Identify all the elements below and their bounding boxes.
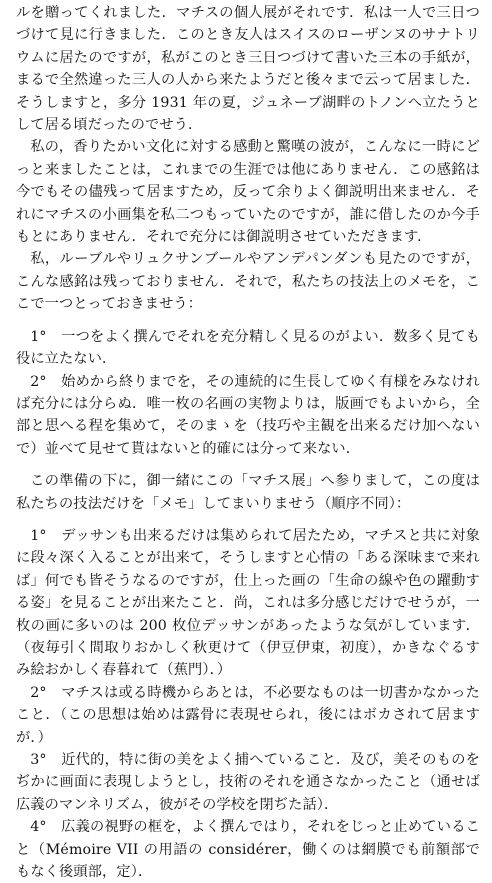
spacer [16, 316, 480, 326]
paragraph-exhibition-memo-intro: この準備の下に，御一緒にこの「マチス展」へ参りまして，この度は私たちの技法だけを「メモ」してまいりませう（順序不同）： [16, 473, 480, 512]
list-item-note-2: 2° 始めから終りまでを，その連続的に生長してゆく有様をみなければ充分には分らぬ．唯一枚の名画の実物よりは，版画でもよいから，全部と思へる程を集めて，そのまゝを（技巧や主観を出来るだけ加へないで）並べて見せて貰はないと的確には分って来ない． [16, 373, 480, 457]
list-item-memo-3: 3° 近代的，特に街の美をよく捕へていること．及び，美そのものをぢかに画面に表現しようとし，技術のそれを通さなかったこと（通せば広義のマンネリズム，彼がその学校を閉ぢた話）． [16, 752, 480, 813]
spacer [16, 515, 480, 525]
list-item-memo-4: 4° 広義の視野の框を，よく撰んではり，それをじっと止めていること（Mémoire VII の用語の considérer，働くのは網膜でも前額部でもなく後頭部，定）． [16, 819, 480, 881]
paragraph-technique-memo-intro: 私，ルーブルやリュクサンブールやアンデパンダンも見たのですが，こんな感銘は残っておりません．それで，私たちの技法上のメモを，ここで一つとっておきませう： [16, 251, 480, 313]
list-item-note-1: 1° 一つをよく撰んでそれを充分精しく見るのがよい．数多く見ても役に立たない． [16, 328, 480, 368]
list-item-memo-1: 1° デッサンも出来るだけは集められて居たため，マチスと共に対象に段々深く入ることが出来て，そうしますと心情の「ある深味まで来れば」何でも皆そうなるのですが，仕上った画の「生命の線や色の躍動する姿」を見ることが出来たこと．尚，これは多分感じだけでせうが，一枚の画に多いのは 200 枚位デッサンがあったような気がしています．（夜毎引く間取りおかしく秋更けて（伊豆伊東，初度），かきなぐるすみ絵おかしく春暮れて（蕉門）．） [16, 527, 480, 679]
spacer [16, 460, 480, 470]
paragraph-matisse-exhibition-visit: ルを贈ってくれました．マチスの個人展がそれです．私は一人で三日つづけて見に行きました．このとき友人はスイスのローザンヌのサナトリウムに居たのですが，私がこのとき三日つづけて書いた三本の手紙が，まるで全然違った三人の人から来たようだと後々まで云って居ました．そうしますと，多分 1931 年の夏，ジュネーブ湖畔のトノンへ立たうとして居る頃だったのでせう． [16, 5, 480, 134]
list-item-memo-2: 2° マチスは或る時機からあとは，不必要なものは一切書かなかったこと．（この思想は始めは露骨に表現せられ，後にはボカされて居ますが．） [16, 684, 480, 746]
paragraph-impression: 私の，香りたかい文化に対する感動と驚嘆の波が，こんなに一時にどっと来ましたことは，これまでの生涯では他にありません．この感銘は今でもその儘残って居ますため，反って余りよく御説明出来ません．それにマチスの小画集を私二つもっていたのですが，誰に借したのか今手もとにありません．それで充分には御説明させていただきます． [16, 139, 480, 246]
